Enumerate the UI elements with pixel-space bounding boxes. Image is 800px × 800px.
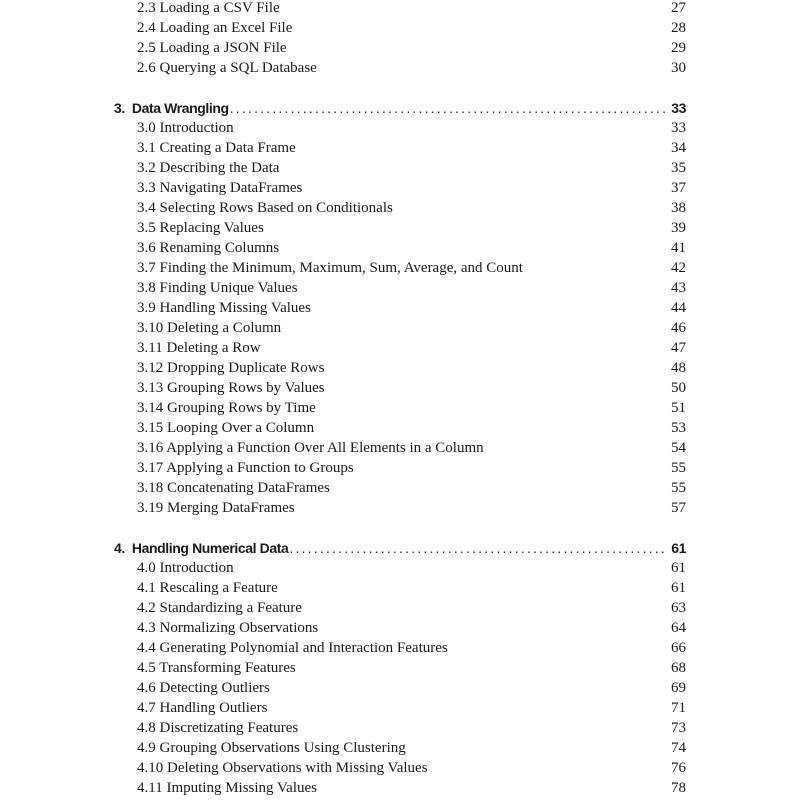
dot-leader xyxy=(230,98,666,118)
toc-section-entry[interactable] xyxy=(0,58,800,78)
section-title: 2.3 Loading a CSV File xyxy=(137,0,280,16)
toc-section-entry[interactable] xyxy=(0,638,800,658)
chapter-page-number: 61 xyxy=(671,540,686,556)
toc-section-entry[interactable] xyxy=(0,378,800,398)
section-page-number: 46 xyxy=(671,320,686,336)
chapter-number: 4. xyxy=(114,540,125,556)
toc-section-entry[interactable] xyxy=(0,618,800,638)
section-page-number: 61 xyxy=(671,580,686,596)
toc-section-entry[interactable] xyxy=(0,18,800,38)
section-page-number: 38 xyxy=(671,200,686,216)
section-title: 4.7 Handling Outliers xyxy=(137,700,268,716)
section-page-number: 73 xyxy=(671,720,686,736)
chapter-line xyxy=(114,538,686,558)
section-page-number: 78 xyxy=(671,780,686,796)
section-title: 3.11 Deleting a Row xyxy=(137,340,261,356)
chapter-spacer xyxy=(0,518,800,538)
section-title: 3.18 Concatenating DataFrames xyxy=(137,480,330,496)
chapter-line xyxy=(114,98,686,118)
chapter-spacer xyxy=(0,78,800,98)
section-page-number: 50 xyxy=(671,380,686,396)
section-page-number: 76 xyxy=(671,760,686,776)
toc-section-entry[interactable] xyxy=(0,238,800,258)
section-title: 3.7 Finding the Minimum, Maximum, Sum, Average, and Count xyxy=(137,260,523,276)
section-title: 3.15 Looping Over a Column xyxy=(137,420,315,436)
section-page-number: 33 xyxy=(671,120,686,136)
section-title: 4.4 Generating Polynomial and Interaction Features xyxy=(137,640,448,656)
toc-section-entry[interactable] xyxy=(0,438,800,458)
section-title: 3.12 Dropping Duplicate Rows xyxy=(137,360,325,376)
dot-leader xyxy=(289,538,665,558)
section-title: 3.9 Handling Missing Values xyxy=(137,300,311,316)
toc-section-entry[interactable] xyxy=(0,338,800,358)
toc-section-entry[interactable] xyxy=(0,118,800,138)
section-title: 3.4 Selecting Rows Based on Conditionals xyxy=(137,200,393,216)
section-title: 2.6 Querying a SQL Database xyxy=(137,60,317,76)
toc-section-entry[interactable] xyxy=(0,738,800,758)
toc-chapter-entry[interactable] xyxy=(0,538,800,558)
toc-section-entry[interactable] xyxy=(0,298,800,318)
chapter-page-number: 33 xyxy=(671,100,686,116)
section-title: 3.17 Applying a Function to Groups xyxy=(137,460,354,476)
toc-section-entry[interactable] xyxy=(0,458,800,478)
section-title: 4.9 Grouping Observations Using Clustering xyxy=(137,740,406,756)
toc-section-entry[interactable] xyxy=(0,598,800,618)
section-title: 3.5 Replacing Values xyxy=(137,220,264,236)
toc-section-entry[interactable] xyxy=(0,258,800,278)
toc-section-entry[interactable] xyxy=(0,758,800,778)
toc-section-entry[interactable] xyxy=(0,198,800,218)
toc-section-entry[interactable] xyxy=(0,498,800,518)
toc-section-entry[interactable] xyxy=(0,318,800,338)
section-page-number: 74 xyxy=(671,740,686,756)
section-title: 3.8 Finding Unique Values xyxy=(137,280,298,296)
section-page-number: 39 xyxy=(671,220,686,236)
section-page-number: 34 xyxy=(671,140,686,156)
section-page-number: 47 xyxy=(671,340,686,356)
toc-section-entry[interactable] xyxy=(0,578,800,598)
section-page-number: 66 xyxy=(671,640,686,656)
section-title: 3.0 Introduction xyxy=(137,120,234,136)
section-title: 4.8 Discretizating Features xyxy=(137,720,299,736)
toc-section-entry[interactable] xyxy=(0,38,800,58)
toc-section-entry[interactable] xyxy=(0,358,800,378)
section-page-number: 30 xyxy=(671,60,686,76)
toc-section-entry[interactable] xyxy=(0,778,800,798)
section-page-number: 61 xyxy=(671,560,686,576)
toc-section-entry[interactable] xyxy=(0,658,800,678)
section-page-number: 35 xyxy=(671,160,686,176)
section-page-number: 68 xyxy=(671,660,686,676)
section-title: 4.0 Introduction xyxy=(137,560,234,576)
toc-section-entry[interactable] xyxy=(0,718,800,738)
section-page-number: 64 xyxy=(671,620,686,636)
section-title: 3.10 Deleting a Column xyxy=(137,320,282,336)
toc-section-entry[interactable] xyxy=(0,278,800,298)
section-title: 3.16 Applying a Function Over All Elements in a Column xyxy=(137,440,484,456)
toc-section-entry[interactable] xyxy=(0,478,800,498)
section-page-number: 53 xyxy=(671,420,686,436)
chapter-title: Data Wrangling xyxy=(131,100,229,116)
section-title: 4.11 Imputing Missing Values xyxy=(137,780,318,796)
section-title: 3.3 Navigating DataFrames xyxy=(137,180,303,196)
toc-section-entry[interactable] xyxy=(0,398,800,418)
section-page-number: 55 xyxy=(671,460,686,476)
section-page-number: 41 xyxy=(671,240,686,256)
toc-section-entry[interactable] xyxy=(0,218,800,238)
toc-section-entry[interactable] xyxy=(0,158,800,178)
section-page-number: 63 xyxy=(671,600,686,616)
section-title: 3.2 Describing the Data xyxy=(137,160,280,176)
chapter-number: 3. xyxy=(114,100,125,116)
section-title: 3.13 Grouping Rows by Values xyxy=(137,380,325,396)
toc-section-entry[interactable] xyxy=(0,698,800,718)
toc-section-entry[interactable] xyxy=(0,678,800,698)
section-page-number: 69 xyxy=(671,680,686,696)
section-page-number: 48 xyxy=(671,360,686,376)
section-title: 4.2 Standardizing a Feature xyxy=(137,600,302,616)
chapter-title: Handling Numerical Data xyxy=(131,540,289,556)
section-title: 3.19 Merging DataFrames xyxy=(137,500,295,516)
toc-section-entry[interactable] xyxy=(0,178,800,198)
section-title: 4.6 Detecting Outliers xyxy=(137,680,270,696)
section-page-number: 42 xyxy=(671,260,686,276)
toc-section-entry[interactable] xyxy=(0,418,800,438)
section-title: 3.6 Renaming Columns xyxy=(137,240,280,256)
section-title: 4.5 Transforming Features xyxy=(137,660,296,676)
toc-section-entry[interactable] xyxy=(0,558,800,578)
toc-section-entry[interactable] xyxy=(0,138,800,158)
section-title: 4.3 Normalizing Observations xyxy=(137,620,319,636)
toc-section-entry[interactable] xyxy=(0,0,800,18)
section-page-number: 28 xyxy=(671,20,686,36)
toc-chapter-entry[interactable] xyxy=(0,98,800,118)
section-page-number: 57 xyxy=(671,500,686,516)
section-page-number: 55 xyxy=(671,480,686,496)
section-page-number: 71 xyxy=(671,700,686,716)
section-page-number: 29 xyxy=(671,40,686,56)
section-title: 4.1 Rescaling a Feature xyxy=(137,580,278,596)
section-title: 2.5 Loading a JSON File xyxy=(137,40,287,56)
section-title: 3.14 Grouping Rows by Time xyxy=(137,400,316,416)
section-title: 3.1 Creating a Data Frame xyxy=(137,140,296,156)
section-page-number: 43 xyxy=(671,280,686,296)
section-page-number: 51 xyxy=(671,400,686,416)
section-page-number: 27 xyxy=(671,0,686,16)
section-page-number: 37 xyxy=(671,180,686,196)
section-title: 4.10 Deleting Observations with Missing Values xyxy=(137,760,428,776)
section-page-number: 44 xyxy=(671,300,686,316)
section-title: 2.4 Loading an Excel File xyxy=(137,20,293,36)
section-page-number: 54 xyxy=(671,440,686,456)
